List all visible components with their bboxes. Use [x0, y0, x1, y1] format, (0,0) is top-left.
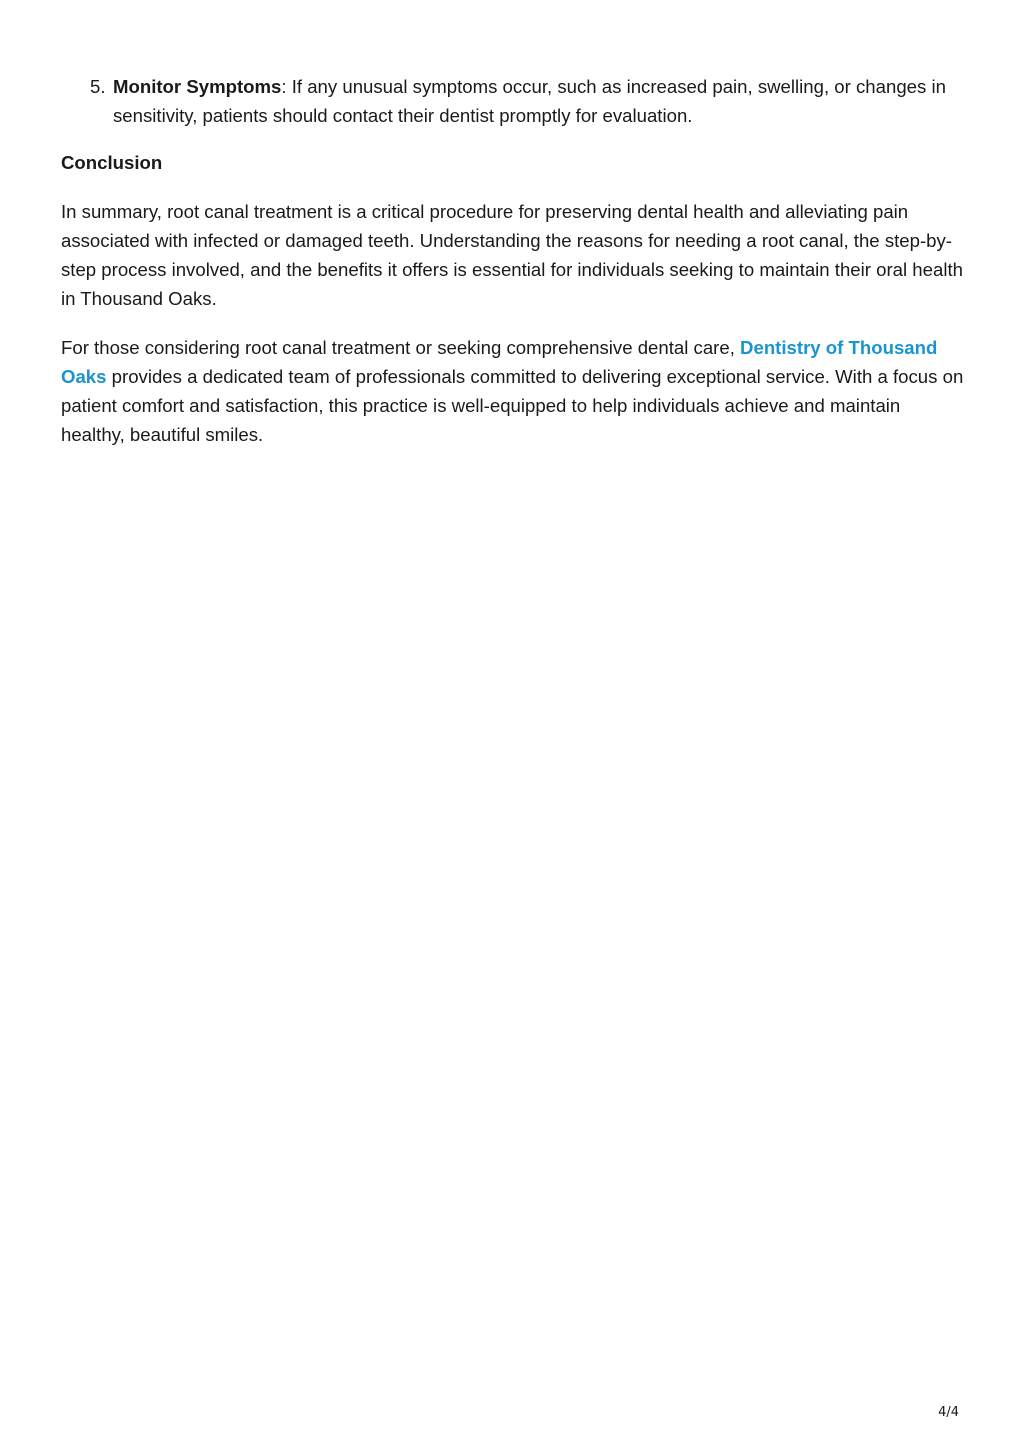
list-item-title: Monitor Symptoms: [113, 76, 282, 97]
conclusion-paragraph-1: In summary, root canal treatment is a critical procedure for preserving dental health and alleviating pain associated with infected or damaged teeth. Understanding the reasons for needing a root canal, the step-by-step process involved, and the benefits it offers is essential for individuals seeking to maintain their oral health in Thousand Oaks.: [61, 201, 963, 309]
paragraph-2-intro: For those considering root canal treatment or seeking comprehensive dental care,: [61, 337, 741, 358]
page-number: 4/4: [938, 1405, 959, 1420]
paragraph-2-rest: provides a dedicated team of professionals committed to delivering exceptional service. With a focus on patient comfort and satisfaction, this practice is well-equipped to help individuals achieve and maintain healthy, beautiful smiles.: [61, 366, 964, 445]
list-item-text: : If any unusual symptoms occur, such as increased pain, swelling, or changes in sensitivity, patients should contact their dentist promptly for evaluation.: [113, 76, 946, 126]
section-heading-conclusion: Conclusion: [61, 152, 163, 173]
list-number: 5.: [90, 76, 106, 97]
list-item-monitor-symptoms: [61, 72, 966, 130]
dentistry-of-thousand-oaks-link[interactable]: Dentistry of Thousand Oaks: [61, 337, 938, 387]
document-page: [61, 72, 966, 469]
conclusion-paragraph-2: [61, 333, 966, 449]
